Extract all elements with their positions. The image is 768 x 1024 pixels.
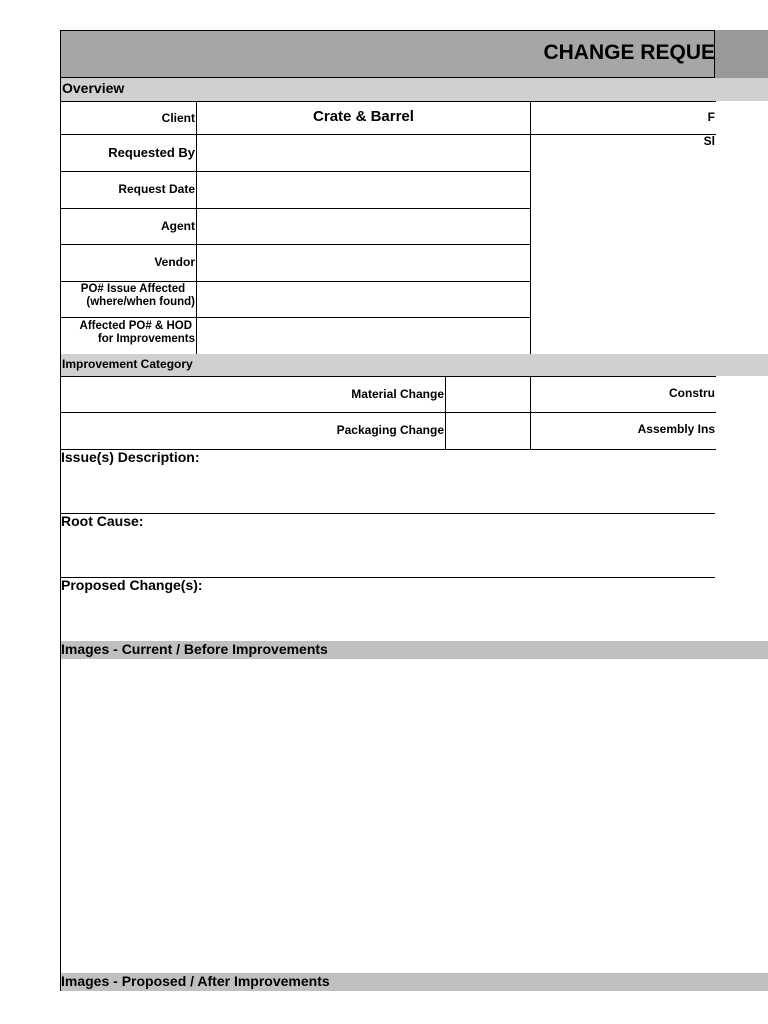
title-bar-overflow	[715, 30, 768, 78]
root-cause-label: Root Cause:	[61, 513, 144, 529]
request-date-label: Request Date	[118, 182, 195, 196]
agent-label: Agent	[161, 218, 195, 233]
right-top-cell	[530, 101, 716, 135]
proposed-changes-label: Proposed Change(s):	[61, 577, 203, 593]
affected-po-label-line2: for Improvements	[97, 333, 195, 345]
images-current-area[interactable]	[60, 659, 715, 973]
vendor-label: Vendor	[154, 255, 195, 269]
construction-fragment: Constru	[669, 386, 715, 400]
root-cause-box[interactable]	[60, 513, 715, 578]
overview-header-band	[60, 78, 768, 101]
po-issue-input[interactable]	[196, 281, 531, 318]
vendor-input[interactable]	[196, 244, 531, 282]
po-issue-label-line1: PO# Issue Affected	[80, 283, 186, 295]
requested-by-input[interactable]	[196, 134, 531, 172]
issue-description-label: Issue(s) Description:	[61, 449, 200, 465]
affected-po-label-line1: Affected PO# & HOD	[79, 320, 192, 332]
agent-input[interactable]	[196, 208, 531, 245]
po-issue-label	[60, 283, 196, 309]
page-title: CHANGE REQUE	[543, 41, 715, 64]
client-label: Client	[161, 110, 195, 125]
affected-po-label	[60, 320, 196, 346]
improvement-header: Improvement Category	[62, 357, 193, 371]
overview-header: Overview	[62, 80, 125, 96]
material-change-checkbox[interactable]	[445, 376, 531, 413]
packaging-change-label: Packaging Change	[336, 423, 444, 437]
assembly-fragment: Assembly Ins	[637, 422, 715, 436]
requested-by-label: Requested By	[108, 145, 195, 160]
request-date-input[interactable]	[196, 171, 531, 209]
right-merged-cell	[530, 134, 716, 355]
client-value: Crate & Barrel	[313, 108, 414, 125]
packaging-change-checkbox[interactable]	[445, 412, 531, 450]
images-proposed-header: Images - Proposed / After Improvements	[61, 973, 330, 989]
right-second-fragment: Sl	[703, 134, 715, 148]
material-change-label: Material Change	[351, 386, 444, 401]
right-top-fragment: F	[707, 110, 715, 124]
images-current-header: Images - Current / Before Improvements	[61, 641, 328, 657]
po-issue-label-line2: (where/when found)	[86, 296, 195, 308]
affected-po-input[interactable]	[196, 317, 531, 355]
